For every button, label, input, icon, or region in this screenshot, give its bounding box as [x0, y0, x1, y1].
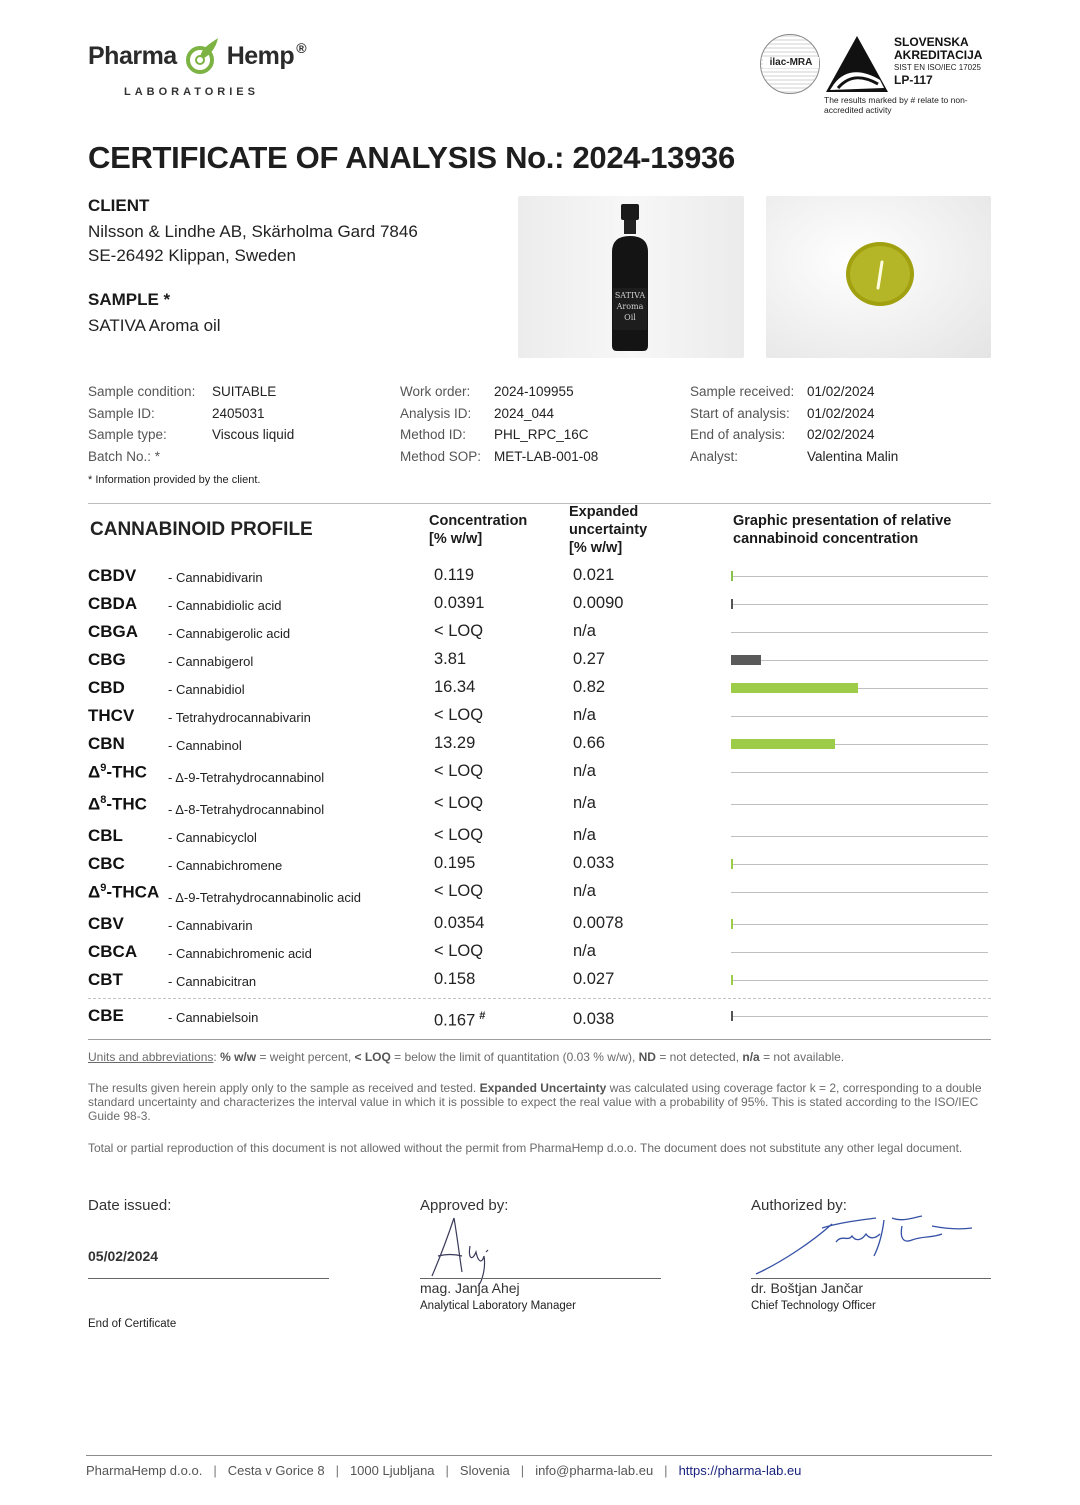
abbr-base: THCV — [88, 706, 135, 725]
table-row — [88, 734, 988, 762]
authorized-role: Chief Technology Officer — [751, 1300, 876, 1312]
meta-key: Sample received: — [690, 384, 795, 399]
table-row — [88, 762, 988, 790]
concentration-bar-tick — [731, 571, 733, 581]
concentration-value — [434, 914, 484, 933]
footer-email-link[interactable]: info@pharma-lab.eu — [535, 1463, 654, 1478]
abbr-suffix: -THC — [106, 762, 147, 782]
sample-bottle-photo — [518, 196, 744, 358]
pharmahemp-logo — [88, 34, 328, 114]
uncertainty-value: 0.27 — [573, 650, 606, 668]
logo-text-left: Pharma — [88, 41, 177, 70]
abbr-base: CBCA — [88, 942, 138, 961]
meta-key: Start of analysis: — [690, 405, 790, 421]
meta-key: Batch No.: * — [88, 448, 161, 464]
sample-name: SATIVA Aroma oil — [88, 316, 221, 335]
uncertainty-value: 0.0090 — [573, 594, 624, 612]
cannabinoid-abbr — [88, 1006, 124, 1026]
concentration-text: 0.195 — [434, 854, 476, 872]
meta-key: Work order: — [400, 384, 471, 399]
abbr-base: CBT — [88, 970, 123, 989]
cannabinoid-name: - Cannabielsoin — [168, 1010, 259, 1025]
accreditation-title-1: SLOVENSKA — [894, 35, 969, 49]
bar-track — [731, 804, 988, 805]
concentration-text: < LOQ — [434, 794, 484, 812]
units-term: ND — [638, 1050, 656, 1064]
footer — [86, 1463, 801, 1478]
bar-track — [731, 864, 988, 865]
table-row — [88, 970, 988, 998]
bottle-illustration — [518, 196, 744, 358]
date-underline — [88, 1278, 329, 1279]
table-row — [88, 1006, 988, 1034]
concentration-text: 13.29 — [434, 734, 476, 752]
units-text: = weight percent, — [256, 1050, 355, 1064]
cannabinoid-name: - Cannabicyclol — [168, 830, 257, 845]
table-row — [88, 794, 988, 822]
meta-key: Sample type: — [88, 427, 167, 442]
approved-underline — [420, 1278, 661, 1279]
uncertainty-value: 0.82 — [573, 678, 606, 696]
meta-value: 2024-109955 — [494, 384, 574, 399]
oil-drop-illustration — [766, 196, 991, 358]
concentration-text: < LOQ — [434, 942, 484, 960]
client-info-note: * Information provided by the client. — [88, 474, 261, 486]
sample-oil-drop-photo — [766, 196, 991, 358]
uncertainty-value: n/a — [573, 826, 596, 844]
cannabinoid-abbr — [88, 914, 124, 934]
concentration-value — [434, 594, 484, 613]
accreditation-code: LP-117 — [894, 73, 933, 87]
uncertainty-value: n/a — [573, 706, 596, 724]
certificate-title: CERTIFICATE OF ANALYSIS No.: 2024-13936 — [88, 140, 735, 175]
table-row — [88, 854, 988, 882]
meta-value: Viscous liquid — [212, 427, 295, 442]
abbr-base: CBN — [88, 734, 125, 753]
table-row — [88, 706, 988, 734]
meta-key: Sample ID: — [88, 405, 155, 421]
footer-country: Slovenia — [459, 1463, 510, 1478]
logo-leaf-icon — [180, 34, 224, 78]
cannabinoid-name: - Δ-9-Tetrahydrocannabinol — [168, 770, 325, 785]
units-text: = below the limit of quantitation (0.03 % w/w), — [390, 1050, 639, 1064]
authorized-name: dr. Boštjan Jančar — [751, 1280, 864, 1296]
cannabinoid-abbr — [88, 854, 125, 874]
concentration-value — [434, 1010, 485, 1031]
end-of-certificate: End of Certificate — [88, 1318, 177, 1330]
graph-header-line-2: cannabinoid concentration — [733, 531, 919, 547]
meta-value: MET-LAB-001-08 — [494, 448, 599, 464]
abbr-base: CBDA — [88, 594, 138, 613]
abbr-suffix: -THCA — [106, 882, 160, 902]
bar-track — [731, 952, 988, 953]
results-text: The results given herein apply only to the sample as received and tested. — [88, 1081, 480, 1095]
uncertainty-value: 0.0078 — [573, 914, 624, 932]
table-row — [88, 650, 988, 678]
concentration-header — [429, 512, 527, 548]
units-term: n/a — [742, 1050, 760, 1064]
bar-track — [731, 576, 988, 577]
footer-rule — [86, 1455, 992, 1456]
approved-name: mag. Janja Ahej — [420, 1280, 520, 1296]
concentration-bar — [731, 739, 835, 749]
concentration-text: < LOQ — [434, 882, 484, 900]
units-text: : — [213, 1050, 221, 1064]
cannabinoid-name: - Tetrahydrocannabivarin — [168, 710, 311, 725]
approved-by-label: Approved by: — [420, 1197, 509, 1214]
concentration-value — [434, 762, 483, 781]
uncertainty-value: 0.033 — [573, 854, 615, 872]
cannabinoid-abbr — [88, 706, 134, 726]
units-text: = not available. — [759, 1050, 845, 1064]
uncertainty-value: 0.66 — [573, 734, 606, 752]
concentration-text: 0.0391 — [434, 594, 485, 612]
meta-value: 01/02/2024 — [807, 384, 875, 399]
table-row — [88, 594, 988, 622]
client-line-1: Nilsson & Lindhe AB, Skärholma Gard 7846 — [88, 222, 418, 241]
uncertainty-value: n/a — [573, 622, 596, 640]
abbr-suffix: -THC — [106, 794, 147, 814]
concentration-value — [434, 826, 483, 845]
concentration-text: 3.81 — [434, 650, 467, 668]
graph-header-line-1: Graphic presentation of relative — [733, 513, 952, 529]
meta-key: End of analysis: — [690, 427, 786, 442]
uncertainty-value: 0.027 — [573, 970, 615, 988]
concentration-text: 0.119 — [434, 566, 475, 584]
footer-website-link[interactable]: https://pharma-lab.eu — [678, 1463, 802, 1478]
abbr-superscript: 8 — [100, 794, 107, 806]
bar-track — [731, 716, 988, 717]
logo-text-right: Hemp — [226, 41, 295, 70]
table-row — [88, 678, 988, 706]
cannabinoid-profile-title: CANNABINOID PROFILE — [90, 519, 313, 540]
cannabinoid-name: - Cannabivarin — [168, 918, 253, 933]
meta-value: 2024_044 — [494, 405, 555, 421]
authorized-by-label: Authorized by: — [751, 1197, 847, 1214]
uncertainty-value: n/a — [573, 942, 596, 960]
slovenska-akreditacija-mark — [824, 34, 890, 94]
footer-separator: | — [664, 1463, 668, 1478]
uncertainty-header-line-3: [% w/w] — [569, 540, 623, 556]
cannabinoid-name: - Cannabidiol — [168, 682, 245, 697]
concentration-value — [434, 678, 475, 697]
cannabinoid-abbr — [88, 622, 138, 642]
meta-value: 01/02/2024 — [807, 405, 875, 421]
bar-track — [731, 892, 988, 893]
meta-value: PHL_RPC_16C — [494, 427, 589, 442]
abbr-base: CBD — [88, 678, 125, 697]
cannabinoid-abbr — [88, 762, 147, 783]
footer-separator: | — [213, 1463, 217, 1478]
uncertainty-value: n/a — [573, 794, 596, 812]
concentration-bar-tick — [731, 1011, 733, 1021]
meta-value: 2405031 — [212, 405, 265, 421]
bar-track — [731, 604, 988, 605]
concentration-value — [434, 854, 475, 873]
logo-subtitle: LABORATORIES — [124, 86, 259, 98]
client-line-2: SE-26492 Klippan, Sweden — [88, 246, 296, 265]
cannabinoid-name: - Cannabigerol — [168, 654, 254, 669]
uncertainty-value: 0.021 — [573, 566, 615, 584]
concentration-value — [434, 942, 483, 961]
meta-value: Valentina Malin — [807, 448, 899, 464]
cannabinoid-name: - Δ-8-Tetrahydrocannabinol — [168, 802, 325, 817]
logo-registered: ® — [296, 40, 307, 56]
units-text: = not detected, — [655, 1050, 743, 1064]
concentration-value — [434, 794, 483, 813]
cannabinoid-abbr — [88, 826, 123, 846]
bar-track — [731, 924, 988, 925]
table-bottom-rule — [88, 1039, 991, 1040]
bar-track — [731, 660, 988, 661]
concentration-text: < LOQ — [434, 762, 484, 780]
footer-separator: | — [520, 1463, 525, 1478]
accreditation-block — [756, 28, 996, 124]
footer-separator: | — [445, 1463, 449, 1478]
cannabinoid-abbr — [88, 942, 137, 962]
concentration-bar-tick — [731, 859, 733, 869]
footer-street: Cesta v Gorice 8 — [227, 1463, 325, 1478]
approved-role: Analytical Laboratory Manager — [420, 1300, 576, 1312]
meta-key: Method SOP: — [400, 448, 482, 464]
ilac-mra-seal — [760, 34, 820, 94]
dashed-divider — [88, 998, 991, 999]
concentration-text: < LOQ — [434, 622, 484, 640]
cannabinoid-abbr — [88, 882, 159, 903]
uncertainty-value: 0.038 — [573, 1010, 615, 1028]
concentration-value — [434, 622, 483, 641]
cannabinoid-name: - Cannabicitran — [168, 974, 257, 989]
results-term: Expanded Uncertainty — [479, 1081, 607, 1095]
bar-track — [731, 836, 988, 837]
graph-header — [733, 512, 951, 548]
concentration-bar-tick — [731, 919, 733, 929]
concentration-value — [434, 706, 483, 725]
concentration-text: 0.158 — [434, 970, 476, 988]
units-label: Units and abbreviations — [88, 1050, 214, 1064]
cannabinoid-name: - Cannabigerolic acid — [168, 626, 291, 641]
divider — [88, 503, 991, 504]
concentration-header-line-1: Concentration — [429, 513, 528, 529]
client-label: CLIENT — [88, 196, 150, 215]
concentration-bar-tick — [731, 599, 733, 609]
cannabinoid-abbr — [88, 734, 125, 754]
metadata-col-3 — [690, 381, 990, 467]
cannabinoid-abbr — [88, 794, 147, 815]
bar-track — [731, 980, 988, 981]
cannabinoid-name: - Δ-9-Tetrahydrocannabinolic acid — [168, 890, 361, 905]
abbr-base: CBGA — [88, 622, 139, 641]
bar-track — [731, 1016, 988, 1017]
authorized-underline — [751, 1278, 991, 1279]
meta-value: 02/02/2024 — [807, 427, 875, 442]
cannabinoid-name: - Cannabichromenic acid — [168, 946, 312, 961]
meta-value: SUITABLE — [212, 384, 277, 399]
concentration-header-line-2: [% w/w] — [429, 531, 483, 547]
concentration-text: < LOQ — [434, 706, 484, 724]
concentration-value — [434, 734, 475, 753]
footer-separator: | — [335, 1463, 339, 1478]
concentration-text: 0.167 — [434, 1011, 476, 1030]
authorized-signature — [752, 1212, 982, 1282]
results-text: was calculated using coverage factor k = 2, corresponding to a double standard uncertainty and characterizes the interval value in which it is possible to expect the real value with a probability of 95%. This is stated according to the ISO/IEC Guide 98-3. — [88, 1081, 982, 1123]
abbr-base: CBV — [88, 914, 124, 933]
units-note — [88, 1050, 991, 1064]
uncertainty-header-line-1: Expanded — [569, 504, 639, 520]
metadata-col-2 — [400, 381, 680, 467]
abbr-base: Δ — [88, 794, 101, 814]
table-row — [88, 622, 988, 650]
abbr-superscript: 9 — [100, 882, 107, 894]
table-row — [88, 882, 988, 910]
non-accredited-mark: # — [479, 1010, 486, 1022]
cannabinoid-abbr — [88, 650, 126, 670]
accreditation-standard: SIST EN ISO/IEC 17025 — [894, 63, 982, 72]
abbr-base: CBL — [88, 826, 123, 845]
abbr-base: CBDV — [88, 566, 137, 585]
cannabinoid-abbr — [88, 970, 123, 990]
table-row — [88, 942, 988, 970]
cannabinoid-abbr — [88, 566, 136, 586]
metadata-col-1 — [88, 381, 388, 467]
concentration-text: 16.34 — [434, 678, 476, 696]
reproduction-note: Total or partial reproduction of this document is not allowed without the permit from PharmaHemp d.o.o. The document does not substitute any other legal document. — [88, 1141, 963, 1155]
uncertainty-value: n/a — [573, 882, 596, 900]
concentration-value — [434, 650, 466, 669]
bar-track — [731, 772, 988, 773]
cannabinoid-abbr — [88, 678, 125, 698]
accreditation-title-2: AKREDITACIJA — [894, 48, 983, 62]
meta-key: Sample condition: — [88, 384, 196, 399]
meta-key: Analysis ID: — [400, 405, 472, 421]
uncertainty-header — [569, 503, 647, 557]
abbr-superscript: 9 — [100, 762, 107, 774]
cannabinoid-name: - Cannabinol — [168, 738, 242, 753]
footer-city: 1000 Ljubljana — [349, 1463, 435, 1478]
concentration-bar-tick — [731, 975, 733, 985]
abbr-base: CBE — [88, 1006, 124, 1025]
table-row — [88, 566, 988, 594]
units-term: % w/w — [220, 1050, 257, 1064]
concentration-value — [434, 566, 474, 585]
cannabinoid-abbr — [88, 594, 137, 614]
bottle-label-text: SATIVA Aroma Oil — [614, 291, 646, 322]
abbr-base: Δ — [88, 762, 101, 782]
footer-company: PharmaHemp d.o.o. — [86, 1463, 203, 1478]
abbr-base: Δ — [88, 882, 101, 902]
concentration-text: 0.0354 — [434, 914, 485, 932]
cannabinoid-name: - Cannabidiolic acid — [168, 598, 282, 613]
ilac-mra-label: ilac-MRA — [763, 57, 819, 68]
concentration-text: < LOQ — [434, 826, 484, 844]
concentration-value — [434, 882, 483, 901]
concentration-bar — [731, 683, 858, 693]
uncertainty-header-line-2: uncertainty — [569, 522, 648, 538]
meta-key: Analyst: — [690, 448, 739, 464]
concentration-bar — [731, 655, 761, 665]
meta-key: Method ID: — [400, 427, 467, 442]
units-term: < LOQ — [354, 1050, 391, 1064]
table-row — [88, 826, 988, 854]
date-issued-value: 05/02/2024 — [88, 1248, 159, 1264]
concentration-value — [434, 970, 475, 989]
table-row — [88, 914, 988, 942]
bar-track — [731, 632, 988, 633]
uncertainty-value: n/a — [573, 762, 596, 780]
abbr-base: CBC — [88, 854, 125, 873]
results-note — [88, 1081, 993, 1123]
cannabinoid-name: - Cannabidivarin — [168, 570, 263, 585]
abbr-base: CBG — [88, 650, 126, 669]
cannabinoid-name: - Cannabichromene — [168, 858, 283, 873]
accreditation-note: The results marked by # relate to non-accredited activity — [824, 95, 968, 115]
sample-label: SAMPLE * — [88, 290, 171, 309]
date-issued-label: Date issued: — [88, 1197, 172, 1214]
